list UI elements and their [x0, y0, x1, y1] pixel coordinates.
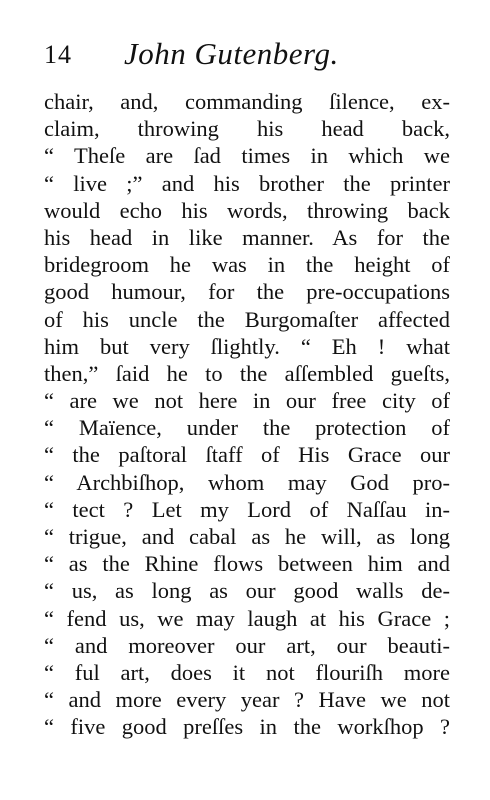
text-line: chair, and, commanding ſilence, ex- [44, 89, 450, 114]
text-line: good humour, for the pre-occupations [44, 279, 450, 305]
text-line: “ and more every year ? Have we not [44, 687, 450, 713]
text-line: would echo his words, throwing back [44, 197, 450, 223]
text-line: “ and moreover our art, our beauti- [44, 632, 450, 658]
text-line: “ ful art, does it not flouriſh more [44, 659, 450, 685]
text-line: “ Theſe are ſad times in which we [44, 143, 450, 169]
text-line: “ trigue, and cabal as he will, as long [44, 524, 450, 549]
text-line: “ five good preſſes in the workſhop ? [44, 714, 450, 740]
text-line: “ live ;” and his brother the printer [44, 170, 450, 196]
text-line: “ tect ? Let my Lord of Naſſau in- [44, 496, 450, 522]
text-line: “ fend us, we may laugh at his Grace ; [44, 605, 450, 631]
text-line: “ us, as long as our good walls de- [44, 578, 450, 604]
text-line: “ as the Rhine flows between him and [44, 551, 450, 577]
text-line: claim, throwing his head back, [44, 116, 450, 142]
text-line: then,” ſaid he to the aſſembled gueſts, [44, 360, 450, 386]
body-text [44, 88, 450, 741]
running-title: John Gutenberg. [124, 36, 339, 71]
text-line: “ Archbiſhop, whom may God pro- [44, 469, 450, 495]
page-number: 14 [44, 40, 72, 69]
text-line: “ the paſtoral ſtaff of His Grace our [44, 442, 450, 468]
text-line: of his uncle the Burgomaſter affected [44, 306, 450, 332]
text-line: him but very ſlightly. “ Eh ! what [44, 333, 450, 359]
page-header [44, 36, 464, 76]
text-line: bridegroom he was in the height of [44, 252, 450, 278]
text-line: “ are we not here in our free city of [44, 388, 450, 414]
text-line: “ Maïence, under the protection of [44, 415, 450, 441]
text-line: his head in like manner. As for the [44, 224, 450, 250]
